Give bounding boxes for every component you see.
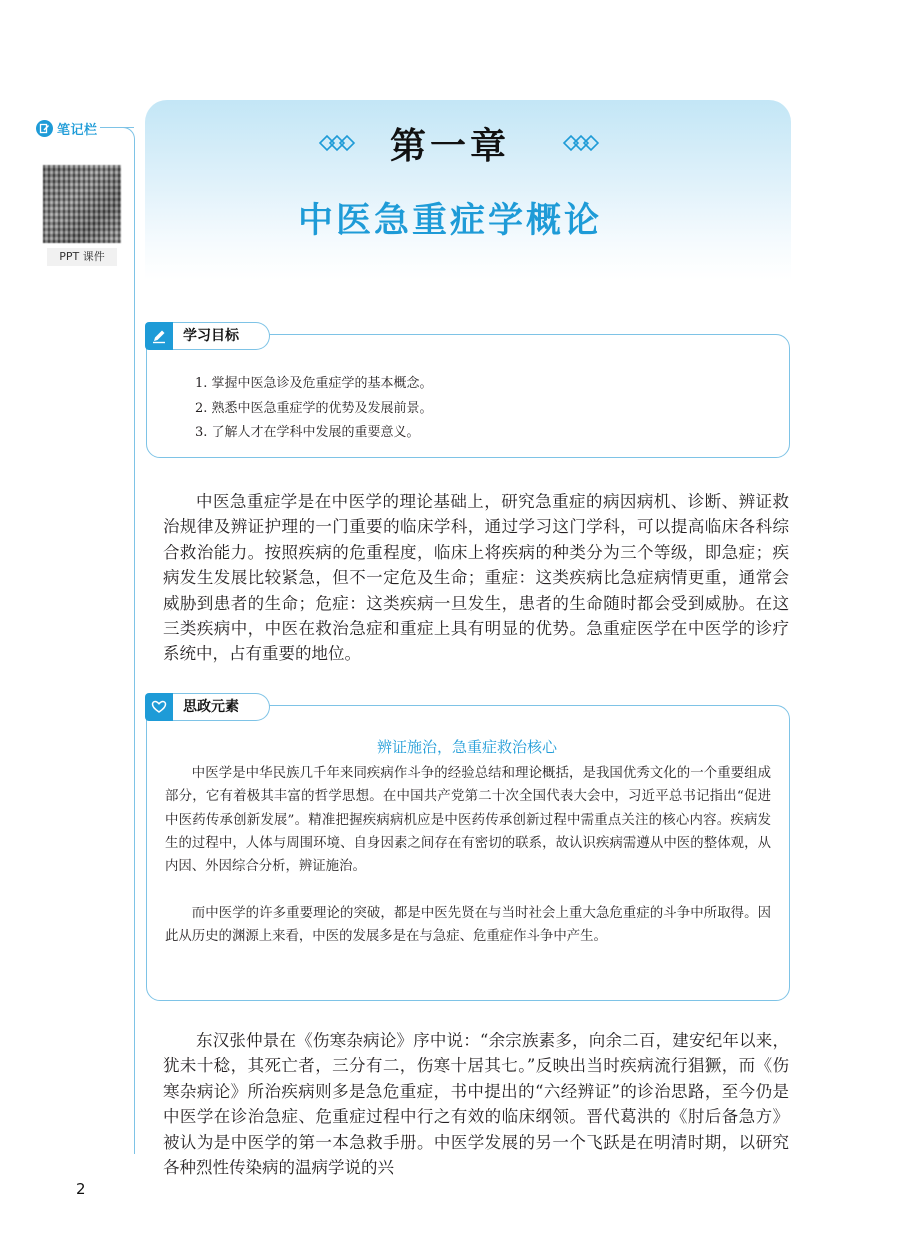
objective-item: 3. 了解人才在学科中发展的重要意义。 [195, 425, 420, 440]
intro-paragraph: 中医急重症学是在中医学的理论基础上，研究急重症的病因病机、诊断、辨证救治规律及辨证护理的一门重要的临床学科，通过学习这门学科，可以提高临床各科综合救治能力。按照疾病的危重程度，临床上将疾病的种类分为三个等级，即急症；疾病发生发展比较紧急，但不一定危及生命；重症：这类疾病比急症病情更重，通常会威胁到患者的生命；危症：这类疾病一旦发生，患者的生命随时都会受到威胁。在这三类疾病中，中医在救治急症和重症上具有明显的优势。急重症医学在中医学的诊疗系统中，占有重要的地位。 [163, 492, 789, 664]
sizheng-subheading: 辨证施治，急重症救治核心 [376, 738, 557, 756]
page-number: 2 [76, 1180, 86, 1198]
objectives-heading: 学习目标 [173, 322, 270, 350]
heart-hands-icon [145, 693, 173, 721]
pencil-icon [145, 322, 173, 350]
notes-column-label: 笔记栏 [57, 122, 98, 138]
notes-column-border [134, 140, 135, 1154]
objective-item: 1. 掌握中医急诊及危重症学的基本概念。 [195, 376, 433, 391]
objectives-tab [145, 322, 270, 350]
objectives-list [195, 372, 433, 446]
sizheng-paragraph: 中医学是中华民族几千年来同疾病作斗争的经验总结和理论概括，是我国优秀文化的一个重要组成部分，它有着极其丰富的哲学思想。在中国共产党第二十次全国代表大会中，习近平总书记指出“促进中医药传承创新发展”。精准把握疾病病机应是中医药传承创新过程中需重点关注的核心内容。疾病发生的过程中，人体与周围环境、自身因素之间存在有密切的联系，故认识疾病需遵从中医的整体观，从内因、外因综合分析，辨证施治。 [165, 766, 771, 875]
history-paragraph: 东汉张仲景在《伤寒杂病论》序中说：“余宗族素多，向余二百，建安纪年以来，犹未十稔，其死亡者，三分有二，伤寒十居其七。”反映出当时疾病流行猖獗，而《伤寒杂病论》所治疾病则多是急危重症，书中提出的“六经辨证”的诊治思路，至今仍是中医学在诊治急症、危重症过程中行之有效的临床纲领。晋代葛洪的《肘后备急方》被认为是中医学的第一本急救手册。中医学发展的另一个飞跃是在明清时期，以研究各种烈性传染病的温病学说的兴 [163, 1031, 789, 1178]
objective-item: 2. 熟悉中医急重症学的优势及发展前景。 [195, 400, 433, 416]
sizheng-paragraph: 而中医学的许多重要理论的突破，都是中医先贤在与当时社会上重大急危重症的斗争中所取得。因此从历史的渊源上来看，中医的发展多是在与急症、危重症作斗争中产生。 [165, 906, 771, 945]
diamond-ornament-icon [562, 132, 602, 154]
ppt-courseware-label: PPT 课件 [47, 248, 117, 266]
sizheng-tab [145, 693, 270, 721]
chapter-title: 中医急重症学概论 [297, 201, 602, 241]
chapter-number: 第一章 [389, 125, 510, 167]
sizheng-heading: 思政元素 [173, 693, 270, 721]
